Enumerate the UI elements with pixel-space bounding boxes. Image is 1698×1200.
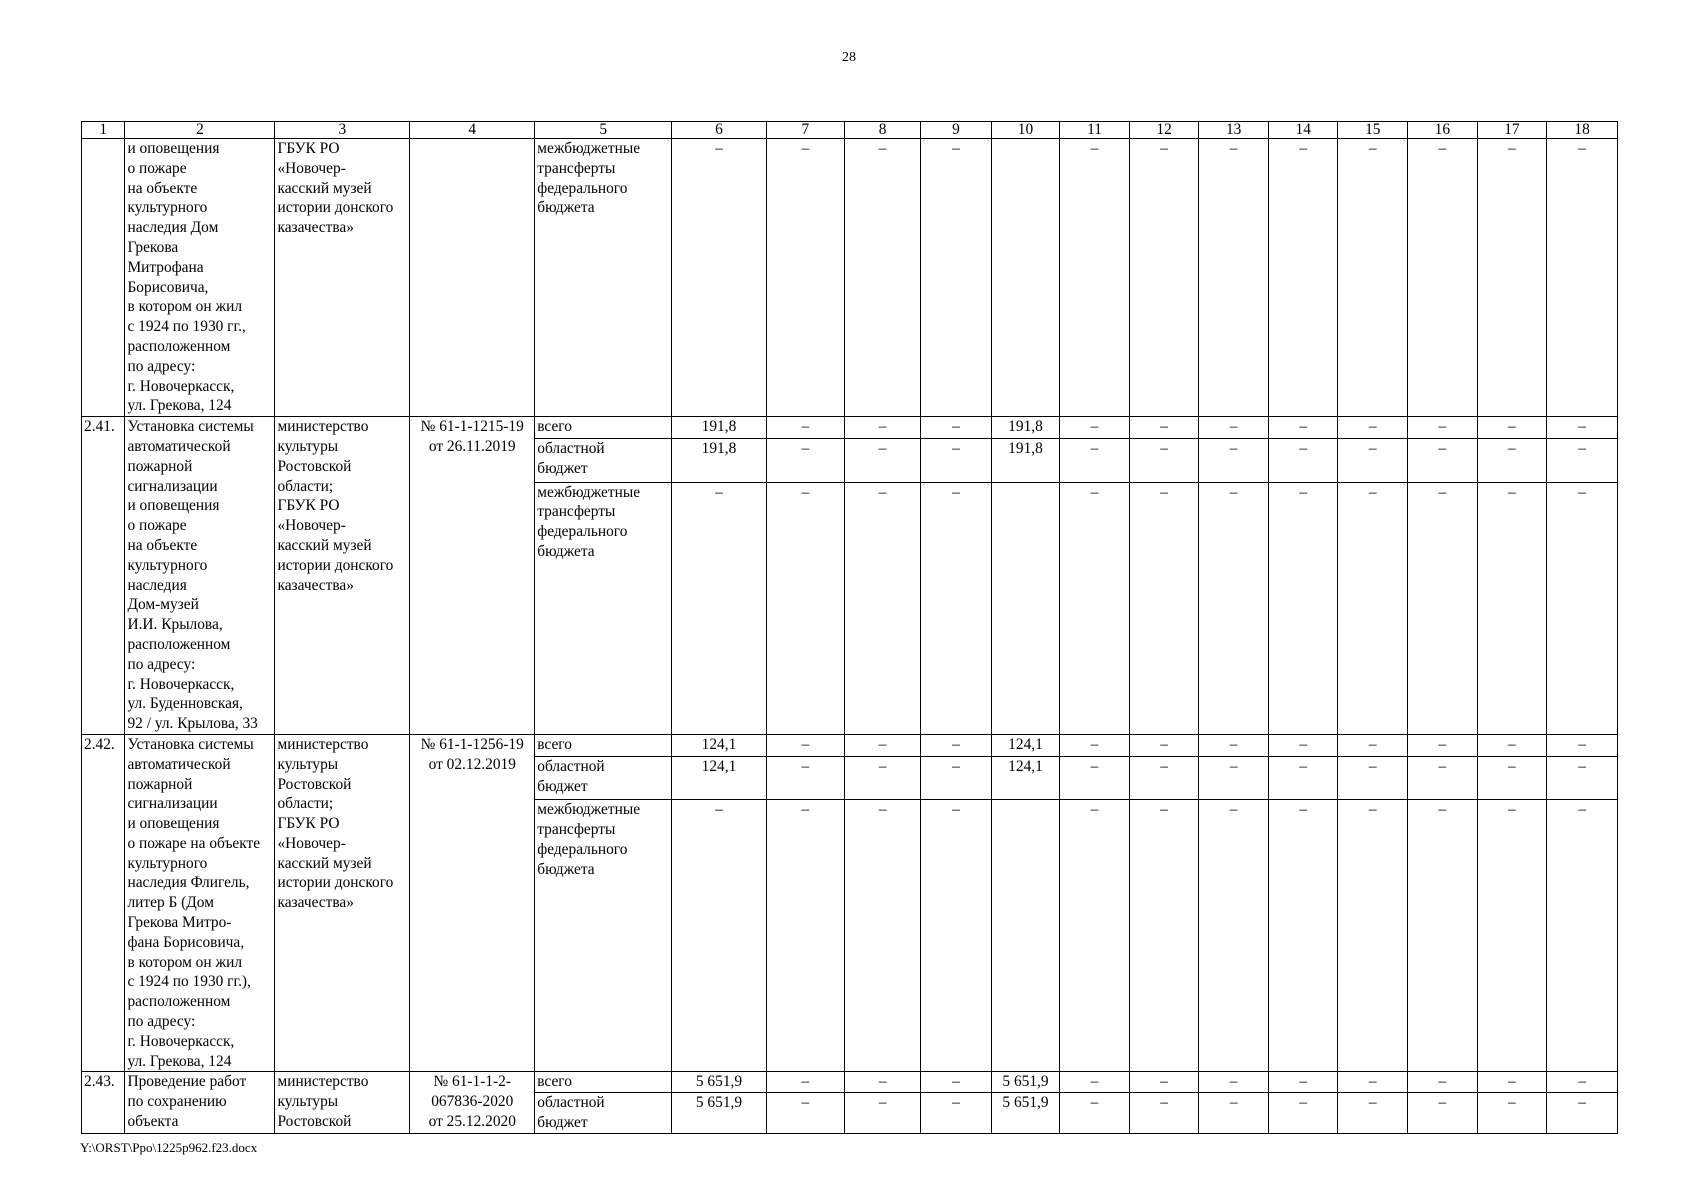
col-14-cell: –	[1268, 1093, 1338, 1134]
col-7-cell: –	[766, 482, 844, 734]
header-col: 18	[1547, 122, 1618, 139]
col-12-cell: –	[1129, 800, 1199, 1072]
col-15-cell: –	[1338, 800, 1408, 1072]
funding-source-cell: межбюджетные трансферты федерального бюджета	[535, 482, 672, 734]
col-13-cell: –	[1199, 417, 1269, 439]
table-row	[82, 734, 1618, 756]
col-9-cell: –	[921, 439, 992, 482]
col-17-cell: –	[1477, 800, 1547, 1072]
col-8-cell: –	[845, 439, 921, 482]
funding-source-cell: всего	[535, 1072, 672, 1093]
funding-source-cell: всего	[535, 417, 672, 439]
col-14-cell: –	[1268, 734, 1338, 756]
col-17-cell: –	[1477, 1093, 1547, 1134]
header-col: 2	[125, 122, 275, 139]
col-9-cell: –	[921, 734, 992, 756]
col-9-cell: –	[921, 1072, 992, 1093]
col-18-cell: –	[1547, 417, 1618, 439]
col-8-cell: –	[845, 757, 921, 800]
col-12-cell: –	[1129, 734, 1199, 756]
col-16-cell: –	[1408, 800, 1478, 1072]
col-18-cell: –	[1547, 800, 1618, 1072]
col-6-cell: 191,8	[672, 417, 767, 439]
header-col: 3	[275, 122, 410, 139]
col-18-cell: –	[1547, 482, 1618, 734]
col-11-cell: –	[1060, 1093, 1130, 1134]
col-10-cell: 191,8	[991, 417, 1059, 439]
item-number-cell: 2.42.	[82, 734, 125, 1072]
header-col: 12	[1129, 122, 1199, 139]
document-cell	[410, 139, 535, 417]
col-9-cell: –	[921, 417, 992, 439]
col-12-cell: –	[1129, 1072, 1199, 1093]
col-10-cell	[991, 800, 1059, 1072]
header-col: 1	[82, 122, 125, 139]
col-6-cell: –	[672, 139, 767, 417]
col-18-cell: –	[1547, 1072, 1618, 1093]
col-9-cell: –	[921, 800, 992, 1072]
col-16-cell: –	[1408, 417, 1478, 439]
col-17-cell: –	[1477, 482, 1547, 734]
col-15-cell: –	[1338, 139, 1408, 417]
col-17-cell: –	[1477, 1072, 1547, 1093]
col-13-cell: –	[1199, 439, 1269, 482]
file-path-footer: Y:\ORST\Ppo\1225p962.f23.docx	[80, 1140, 258, 1155]
table-row	[82, 1072, 1618, 1093]
col-7-cell: –	[766, 1093, 844, 1134]
item-number-cell: 2.41.	[82, 417, 125, 735]
col-15-cell: –	[1338, 1072, 1408, 1093]
col-12-cell: –	[1129, 1093, 1199, 1134]
col-17-cell: –	[1477, 734, 1547, 756]
col-18-cell: –	[1547, 1093, 1618, 1134]
col-15-cell: –	[1338, 757, 1408, 800]
col-11-cell: –	[1060, 482, 1130, 734]
col-10-cell: 191,8	[991, 439, 1059, 482]
col-7-cell: –	[766, 1072, 844, 1093]
col-14-cell: –	[1268, 1072, 1338, 1093]
col-8-cell: –	[845, 734, 921, 756]
document-cell: № 61-1-1-2- 067836-2020 от 25.12.2020	[410, 1072, 535, 1133]
col-14-cell: –	[1268, 482, 1338, 734]
col-15-cell: –	[1338, 734, 1408, 756]
col-10-cell: 5 651,9	[991, 1093, 1059, 1134]
col-18-cell: –	[1547, 139, 1618, 417]
col-12-cell: –	[1129, 417, 1199, 439]
col-7-cell: –	[766, 417, 844, 439]
col-18-cell: –	[1547, 757, 1618, 800]
col-8-cell: –	[845, 800, 921, 1072]
item-number-cell: 2.43.	[82, 1072, 125, 1133]
table-row-continuation	[82, 139, 1618, 417]
col-8-cell: –	[845, 482, 921, 734]
item-name-cell: Проведение работ по сохранению объекта	[125, 1072, 275, 1133]
col-6-cell: 124,1	[672, 734, 767, 756]
col-6-cell: –	[672, 482, 767, 734]
col-15-cell: –	[1338, 417, 1408, 439]
col-6-cell: –	[672, 800, 767, 1072]
item-name-cell: и оповещения о пожаре на объекте культурного наследия Дом Грекова Митрофана Борисовича, в котором он жил с 1924 по 1930 гг., расположенном по адресу: г. Новочеркасск, ул. Грекова, 124	[125, 139, 275, 417]
col-16-cell: –	[1408, 734, 1478, 756]
funding-source-cell: межбюджетные трансферты федерального бюджета	[535, 800, 672, 1072]
col-13-cell: –	[1199, 800, 1269, 1072]
col-6-cell: 5 651,9	[672, 1093, 767, 1134]
col-7-cell: –	[766, 757, 844, 800]
col-11-cell: –	[1060, 439, 1130, 482]
header-col: 6	[672, 122, 767, 139]
col-12-cell: –	[1129, 757, 1199, 800]
budget-table	[81, 121, 1618, 1134]
col-13-cell: –	[1199, 139, 1269, 417]
col-16-cell: –	[1408, 1093, 1478, 1134]
col-17-cell: –	[1477, 757, 1547, 800]
col-11-cell: –	[1060, 800, 1130, 1072]
header-col: 8	[845, 122, 921, 139]
header-row	[82, 122, 1618, 139]
col-17-cell: –	[1477, 439, 1547, 482]
col-14-cell: –	[1268, 417, 1338, 439]
header-col: 15	[1338, 122, 1408, 139]
col-10-cell: 5 651,9	[991, 1072, 1059, 1093]
col-13-cell: –	[1199, 734, 1269, 756]
funding-source-cell: всего	[535, 734, 672, 756]
col-8-cell: –	[845, 139, 921, 417]
col-10-cell	[991, 139, 1059, 417]
col-17-cell: –	[1477, 417, 1547, 439]
col-7-cell: –	[766, 139, 844, 417]
col-8-cell: –	[845, 1093, 921, 1134]
page-number: 28	[842, 50, 856, 65]
col-11-cell: –	[1060, 757, 1130, 800]
col-12-cell: –	[1129, 439, 1199, 482]
col-6-cell: 124,1	[672, 757, 767, 800]
funding-source-cell: областной бюджет	[535, 439, 672, 482]
col-7-cell: –	[766, 800, 844, 1072]
col-7-cell: –	[766, 734, 844, 756]
col-12-cell: –	[1129, 482, 1199, 734]
header-col: 5	[535, 122, 672, 139]
header-col: 10	[991, 122, 1059, 139]
col-18-cell: –	[1547, 439, 1618, 482]
col-15-cell: –	[1338, 1093, 1408, 1134]
col-14-cell: –	[1268, 439, 1338, 482]
col-13-cell: –	[1199, 757, 1269, 800]
col-11-cell: –	[1060, 417, 1130, 439]
header-col: 17	[1477, 122, 1547, 139]
col-16-cell: –	[1408, 139, 1478, 417]
col-10-cell	[991, 482, 1059, 734]
document-cell: № 61-1-1215-19 от 26.11.2019	[410, 417, 535, 735]
header-col: 9	[921, 122, 992, 139]
col-9-cell: –	[921, 139, 992, 417]
col-18-cell: –	[1547, 734, 1618, 756]
col-14-cell: –	[1268, 139, 1338, 417]
col-16-cell: –	[1408, 439, 1478, 482]
col-15-cell: –	[1338, 439, 1408, 482]
col-10-cell: 124,1	[991, 734, 1059, 756]
col-16-cell: –	[1408, 757, 1478, 800]
table-row	[82, 417, 1618, 439]
header-col: 11	[1060, 122, 1130, 139]
col-17-cell: –	[1477, 139, 1547, 417]
col-11-cell: –	[1060, 734, 1130, 756]
col-10-cell: 124,1	[991, 757, 1059, 800]
col-9-cell: –	[921, 757, 992, 800]
col-11-cell: –	[1060, 1072, 1130, 1093]
item-number-cell	[82, 139, 125, 417]
header-col: 13	[1199, 122, 1269, 139]
col-7-cell: –	[766, 439, 844, 482]
funding-source-cell: областной бюджет	[535, 1093, 672, 1134]
funding-source-cell: областной бюджет	[535, 757, 672, 800]
col-6-cell: 191,8	[672, 439, 767, 482]
header-col: 4	[410, 122, 535, 139]
document-cell: № 61-1-1256-19 от 02.12.2019	[410, 734, 535, 1072]
header-col: 16	[1408, 122, 1478, 139]
col-16-cell: –	[1408, 1072, 1478, 1093]
executor-cell: министерство культуры Ростовской	[275, 1072, 410, 1133]
col-11-cell: –	[1060, 139, 1130, 417]
funding-source-cell: межбюджетные трансферты федерального бюджета	[535, 139, 672, 417]
col-14-cell: –	[1268, 757, 1338, 800]
col-9-cell: –	[921, 482, 992, 734]
col-15-cell: –	[1338, 482, 1408, 734]
col-6-cell: 5 651,9	[672, 1072, 767, 1093]
col-13-cell: –	[1199, 1093, 1269, 1134]
col-12-cell: –	[1129, 139, 1199, 417]
item-name-cell: Установка системы автоматической пожарной сигнализации и оповещения о пожаре на объекте культурного наследия Флигель, литер Б (Дом Грекова Митро- фана Борисовича, в котором он жил с 1924 по 1930 гг.), расположенном по адресу: г. Новочеркасск, ул. Грекова, 124	[125, 734, 275, 1072]
col-16-cell: –	[1408, 482, 1478, 734]
col-9-cell: –	[921, 1093, 992, 1134]
header-col: 7	[766, 122, 844, 139]
col-13-cell: –	[1199, 482, 1269, 734]
executor-cell: министерство культуры Ростовской области; ГБУК РО «Новочер- касский музей истории донского казачества»	[275, 734, 410, 1072]
item-name-cell: Установка системы автоматической пожарной сигнализации и оповещения о пожаре на объекте культурного наследия Дом-музей И.И. Крылова, расположенном по адресу: г. Новочеркасск, ул. Буденновская, 92 / ул. Крылова, 33	[125, 417, 275, 735]
executor-cell: ГБУК РО «Новочер- касский музей истории донского казачества»	[275, 139, 410, 417]
col-8-cell: –	[845, 1072, 921, 1093]
header-col: 14	[1268, 122, 1338, 139]
col-14-cell: –	[1268, 800, 1338, 1072]
executor-cell: министерство культуры Ростовской области; ГБУК РО «Новочер- касский музей истории донского казачества»	[275, 417, 410, 735]
col-13-cell: –	[1199, 1072, 1269, 1093]
col-8-cell: –	[845, 417, 921, 439]
